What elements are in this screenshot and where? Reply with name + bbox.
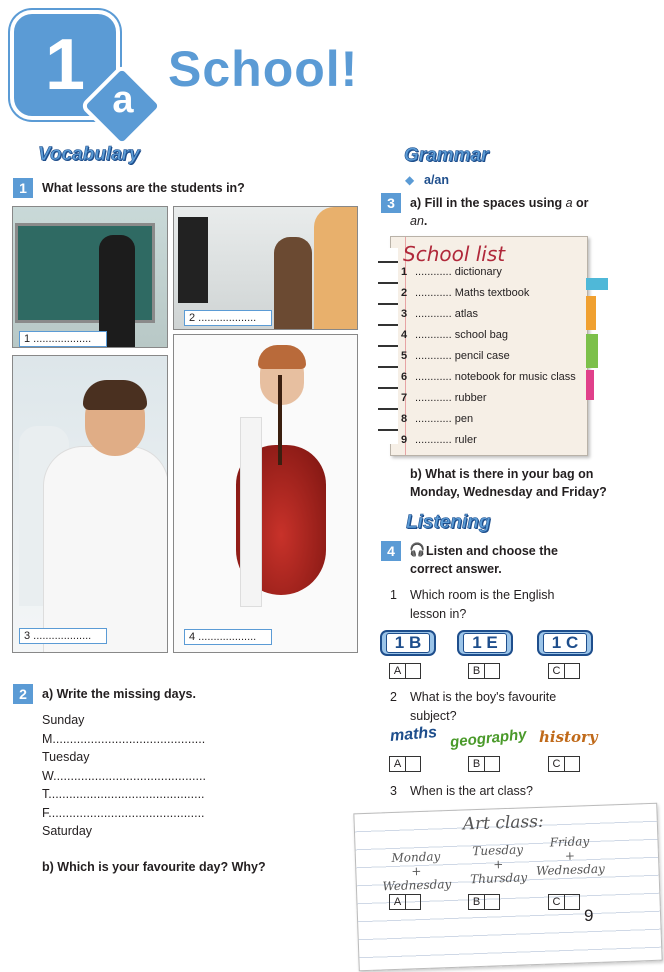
page-number: 9	[584, 906, 594, 925]
headphones-icon: 🎧	[409, 542, 426, 557]
q2-answer-c[interactable]: C	[548, 756, 580, 772]
day-line: Tuesday	[42, 750, 90, 764]
days-list	[42, 711, 242, 841]
exercise-3a-instruction	[410, 194, 600, 230]
art-option-a-days: Monday + Wednesday	[382, 849, 452, 894]
photo-computer-lesson	[173, 206, 358, 330]
tab-pink	[586, 370, 594, 400]
grammar-subheading: a/an	[424, 173, 450, 187]
art-option-c-days: Friday + Wednesday	[535, 834, 606, 879]
school-list-items	[401, 262, 581, 451]
room-option-c[interactable]	[537, 630, 593, 656]
day-line[interactable]: T.............................................	[42, 787, 205, 801]
school-list-notebook	[390, 236, 588, 456]
q1-line1: Which room is the English	[410, 588, 555, 602]
exercise-4-number: 4	[381, 541, 401, 561]
q2-question	[410, 688, 610, 725]
q3-answer-c[interactable]: C	[548, 894, 580, 910]
day-line[interactable]: M............................................	[42, 731, 206, 746]
list-item: 1 ............ dictionary	[401, 266, 502, 278]
q3-answer-a[interactable]: A	[389, 894, 421, 910]
list-item: 9 ............ ruler	[401, 434, 477, 446]
photo-2-label: 2 ...................	[184, 310, 272, 326]
day-line[interactable]: F.............................................	[42, 805, 205, 820]
computer-monitor	[178, 217, 208, 303]
grammar-heading: Grammar	[404, 145, 489, 166]
q3-answer-b[interactable]: B	[468, 894, 500, 910]
list-item: 2 ............ Maths textbook	[401, 287, 530, 299]
list-item: 6 ............ notebook for music class	[401, 371, 576, 383]
q3-question: When is the art class?	[410, 784, 533, 798]
tab-blue	[586, 278, 608, 290]
q2-line2: subject?	[410, 708, 457, 723]
ex3a-or: or	[576, 196, 589, 210]
room-option-b[interactable]	[457, 630, 513, 656]
photo-music-lesson	[173, 334, 358, 653]
ex4-line1: Listen and choose the	[426, 544, 558, 558]
exercise-2a-instruction: a) Write the missing days.	[42, 687, 196, 701]
q2-answer-a[interactable]: A	[389, 756, 421, 772]
boy-lab-coat	[43, 446, 168, 653]
photo-3-label: 3 ...................	[19, 628, 107, 644]
list-item: 7 ............ rubber	[401, 392, 487, 404]
girl-dress	[240, 417, 262, 607]
art-class-note	[353, 803, 662, 972]
q2-number: 2	[390, 690, 397, 704]
q2-line1: What is the boy's favourite	[410, 690, 557, 704]
school-list-title: School list	[403, 242, 506, 266]
exercise-1-instruction: What lessons are the students in?	[42, 181, 245, 195]
unit-number: 1	[44, 25, 86, 105]
day-line[interactable]: W............................................	[42, 768, 206, 783]
subject-geography[interactable]: geography	[449, 726, 528, 751]
ex4-line2: correct answer.	[410, 562, 502, 576]
ex3a-an: an	[410, 214, 424, 228]
girl-hair	[258, 345, 306, 369]
exercise-3b-instruction	[410, 465, 610, 501]
q1-number: 1	[390, 588, 397, 602]
photo-math-lesson	[12, 206, 168, 348]
q1-question	[410, 586, 610, 623]
photo-1-label: 1 ...................	[19, 331, 107, 347]
student-brunette	[274, 237, 312, 330]
ex3a-dot: .	[423, 214, 428, 228]
room-option-a[interactable]	[380, 630, 436, 656]
lesson-letter: a	[112, 79, 134, 121]
list-item: 8 ............ pen	[401, 413, 474, 425]
boy-hair	[83, 380, 147, 410]
exercise-4-instruction	[426, 542, 606, 560]
art-class-title: Art class:	[462, 811, 545, 835]
exercise-2b-instruction: b) Which is your favourite day? Why?	[42, 860, 266, 874]
exercise-3-number: 3	[381, 193, 401, 213]
list-item: 3 ............ atlas	[401, 308, 478, 320]
tab-orange	[586, 296, 596, 330]
page-title: School!	[168, 41, 359, 97]
room-label: 1 C	[543, 633, 587, 653]
student-blonde	[314, 207, 358, 330]
q1-line2: lesson in?	[410, 606, 467, 621]
art-option-b-days: Tuesday + Thursday	[469, 842, 528, 887]
listening-heading: Listening	[406, 512, 491, 533]
subject-maths[interactable]: maths	[389, 723, 438, 746]
day-line: Sunday	[42, 713, 85, 727]
q1-answer-b[interactable]: B	[468, 663, 500, 679]
cello-neck	[278, 375, 282, 465]
subject-history[interactable]: history	[539, 728, 598, 746]
ex3b-line2: Monday, Wednesday and Friday?	[410, 485, 607, 499]
diamond-bullet-icon: ◆	[405, 173, 415, 187]
room-label: 1 B	[386, 633, 430, 653]
q2-answer-b[interactable]: B	[468, 756, 500, 772]
q1-answer-a[interactable]: A	[389, 663, 421, 679]
ex3b-line1: b) What is there in your bag on	[410, 467, 594, 481]
vocabulary-heading: Vocabulary	[38, 144, 140, 165]
spiral-binding	[378, 248, 398, 444]
q3-number: 3	[390, 784, 397, 798]
room-label: 1 E	[463, 633, 507, 653]
exercise-2-number: 2	[13, 684, 33, 704]
q1-answer-c[interactable]: C	[548, 663, 580, 679]
photo-4-label: 4 ...................	[184, 629, 272, 645]
exercise-1-number: 1	[13, 178, 33, 198]
ex3a-text: a) Fill in the spaces using	[410, 196, 563, 210]
tab-green	[586, 334, 598, 368]
list-item: 5 ............ pencil case	[401, 350, 510, 362]
list-item: 4 ............ school bag	[401, 329, 508, 341]
photo-science-lesson	[12, 355, 168, 653]
ex3a-a: a	[565, 196, 573, 210]
day-line: Saturday	[42, 824, 93, 838]
